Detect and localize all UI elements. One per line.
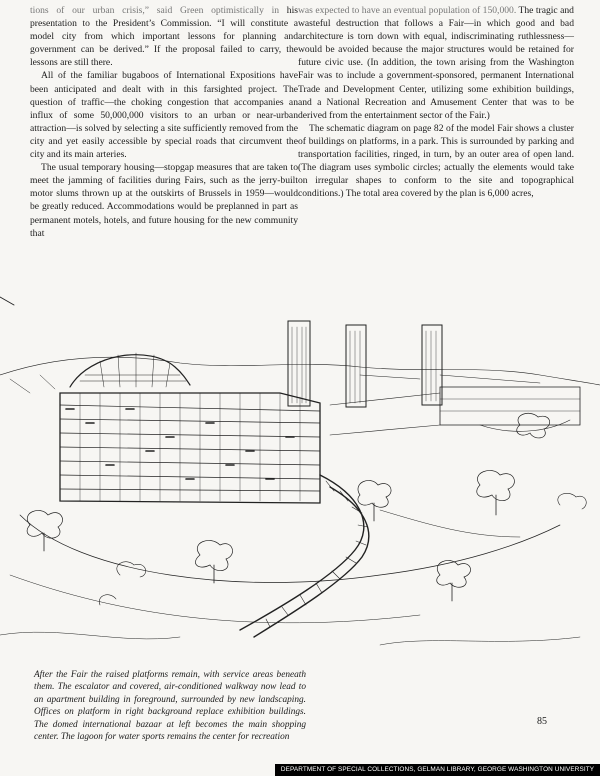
paragraph: The schematic diagram on page 82 of the model Fair shows a cluster of buildings on platforms, in a park. This is surrounded by parking and transportation facilities, ringed, in turn, by an outer area of open land. (The diagram uses symbolic circles; actually the elements would take on irregular shapes to conform to the site and topographical conditions.) The total area covered by the plan is 6,000 acres, — [298, 122, 574, 200]
page-number: 85 — [537, 716, 547, 727]
right-text-column — [298, 4, 574, 200]
paragraph: The usual temporary housing—stopgap measures that are taken to meet the jamming of facilities during Fairs, such as the jerry-built motor slums thrown up at the outskirts of Brussels in 1959—would be greatly reduced. Accommodations would be preplanned in part as permanent motels, hotels, and future housing for the new community that — [30, 162, 298, 239]
archive-credit-bar: DEPARTMENT OF SPECIAL COLLECTIONS, GELMAN LIBRARY, GEORGE WASHINGTON UNIVERSITY — [275, 764, 600, 776]
paragraph: was expected to have an eventual population of 150,000. The tragic and wasteful destruction that follows a Fair—in which good and bad architecture is torn down with equal, indiscriminating ruthlessness—would be avoided because the major structures would be retained for future civic use. (In addition, the town arising from the Washington Fair was to include a government-sponsored, permanent International Trade and Development Center, utilizing some exhibition buildings, and a National Recreation and Amusement Center that was to be derived from the entertainment sector of the Fair.) — [298, 5, 574, 121]
paragraph: All of the familiar bugaboos of International Expositions have been anticipated and dealt with in this farsighted project. The question of traffic—the choking congestion that accompanies an influx of some 50,000,000 visitors to an urban or near-urban attraction—is solved by selecting a site sufficiently removed from the city and yet easily accessible by special roads that circumvent the city and its main arteries. — [30, 70, 298, 161]
paragraph: tions of our urban crisis,” said Green optimistically in his presentation to the President’s Commission. “I will constitute a model city from which important lessons for planning and government can be derived.” If the proposal failed to carry, the lessons are still there. — [30, 5, 298, 69]
figure-caption: After the Fair the raised platforms remain, with service areas beneath them. The escalator and covered, air-conditioned walkway now lead to an apartment building in foreground, surrounded by new landscaping. Offices on platform in right background replace exhibition buildings. The domed international bazaar at left becomes the main shopping center. The lagoon for water sports remains the center for recreation — [34, 670, 306, 743]
architectural-sketch — [0, 275, 600, 665]
faded-top-line: tions of our urban crisis,” said Green optimistically in — [30, 5, 280, 16]
left-text-column — [30, 4, 298, 240]
faded-top-line: was expected to have an eventual population of 150,000. — [298, 5, 517, 16]
